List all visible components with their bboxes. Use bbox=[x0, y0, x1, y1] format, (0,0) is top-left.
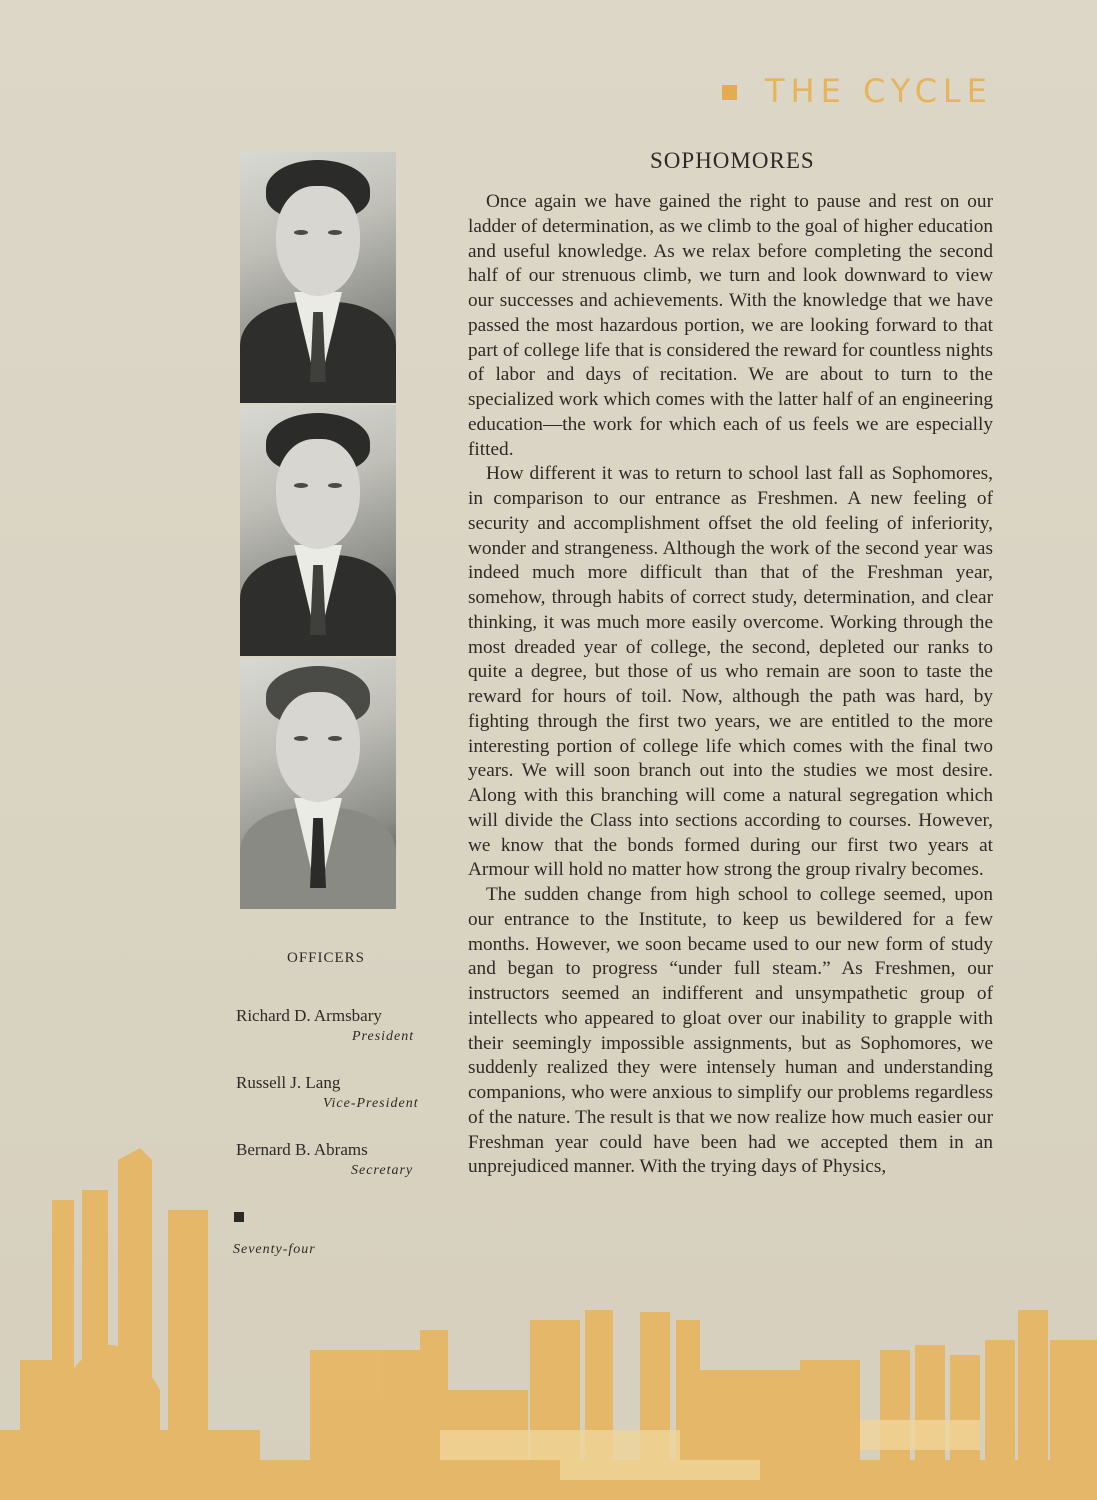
article-paragraph: Once again we have gained the right to pause and rest on our ladder of determination, as we climb to the goal of higher education and useful knowledge. As we relax before completing the second half of our strenuous climb, we turn and look downward to view our successes and achievements. With the knowledge that we have passed the most hazardous portion, we are looking forward to that part of college life that is considered the reward for countless nights of labor and days of recitation. We are about to turn to the specialized work which comes with the latter half of an engineering education—the work for which each of us feels we are especially fitted. bbox=[468, 191, 993, 460]
officer-title: President bbox=[352, 1029, 415, 1044]
article-body bbox=[468, 190, 993, 1180]
section-header: THE CYCLE bbox=[765, 72, 993, 110]
officer-name: Richard D. Armsbary bbox=[236, 1006, 382, 1025]
officer-photo-president bbox=[240, 152, 396, 403]
officer-title: Secretary bbox=[351, 1163, 414, 1178]
article-paragraph: The sudden change from high school to college seemed, upon our entrance to the Institute, to keep us bewildered for a few months. However, we soon became used to our new form of study and began to progress “under full steam.” As Freshmen, our instructors seemed an indifferent and unsympathetic group of intellects who appeared to gloat over our inability to grapple with their seemingly impossible assignments, but as Sophomores, we suddenly realized they were intensely human and understanding companions, who were anxious to simplify our problems regardless of the nature. The result is that we now realize how much easier our Freshman year could have been had we accepted them in an unprejudiced manner. With the trying days of Physics, bbox=[468, 884, 993, 1178]
article-title: SOPHOMORES bbox=[650, 148, 815, 173]
officers-heading: OFFICERS bbox=[287, 950, 366, 966]
header-square-icon bbox=[722, 85, 737, 100]
officer-photo-secretary bbox=[240, 658, 396, 909]
officer-photo-vice-president bbox=[240, 405, 396, 656]
city-skyline-illustration bbox=[0, 1130, 1097, 1500]
page-number: Seventy-four bbox=[233, 1242, 316, 1257]
officer-title: Vice-President bbox=[323, 1096, 419, 1111]
officer-name: Russell J. Lang bbox=[236, 1073, 341, 1092]
article-paragraph: How different it was to return to school last fall as Sophomores, in comparison to our entrance as Freshmen. A new feeling of security and accomplishment offset the old feeling of inferiority, wonder and strangeness. Although the work of the second year was indeed much more difficult than that of the Freshman year, somehow, through habits of correct study, determination, and clear thinking, it was much more easily overcome. Working through the most dreaded year of college, the second, depleted our ranks to quite a degree, but those of us who remain are soon to taste the reward for hours of toil. Now, although the path was hard, by fighting through the first two years, we are entitled to the more interesting portion of college life which comes with the final two years. We will soon branch out into the studies we most desire. Along with this branching will come a natural segregation which will divide the Class into sections according to courses. However, we know that the bonds formed during our first two years at Armour will hold no matter how strong the group rivalry becomes. bbox=[468, 463, 993, 881]
officer-name: Bernard B. Abrams bbox=[236, 1140, 368, 1159]
